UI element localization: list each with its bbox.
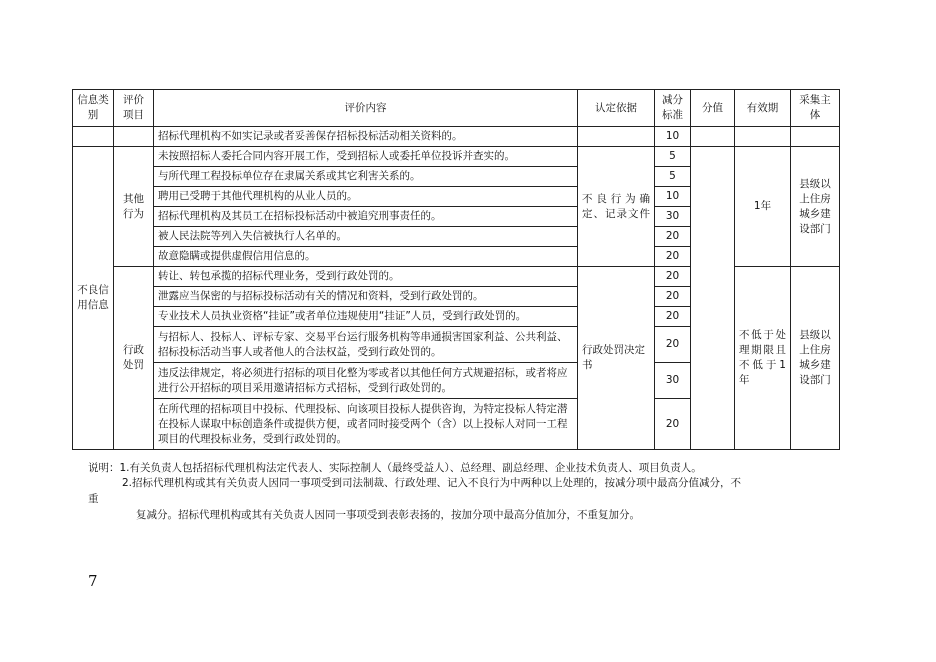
row-deduction: 20 <box>655 287 691 307</box>
row-deduction: 5 <box>655 167 691 187</box>
row-content: 聘用已受聘于其他代理机构的从业人员的。 <box>154 187 578 207</box>
row-content: 招标代理机构及其员工在招标投标活动中被追究刑事责任的。 <box>154 207 578 227</box>
group2-item: 行政处罚 <box>114 267 154 450</box>
group1-item: 其他行为 <box>114 147 154 267</box>
page-number: 7 <box>88 572 98 590</box>
header-row <box>73 90 840 127</box>
row-content: 被人民法院等列入失信被执行人名单的。 <box>154 227 578 247</box>
group1-basis: 不良行为确定、记录文件 <box>578 147 655 267</box>
row-content: 未按照招标人委托合同内容开展工作，受到招标人或委托单位投诉并查实的。 <box>154 147 578 167</box>
header-deduction: 减分标准 <box>655 90 691 127</box>
row-content: 招标代理机构不如实记录或者妥善保存招标投标活动相关资料的。 <box>154 127 578 147</box>
row-content: 与所代理工程投标单位存在隶属关系或其它利害关系的。 <box>154 167 578 187</box>
note-line-2: 2.招标代理机构或其有关负责人因同一事项受到司法制裁、行政处理、记入不良行为中两种以上处理的，按减分项中最高分值减分，不 <box>122 477 742 489</box>
row-deduction: 5 <box>655 147 691 167</box>
row-deduction: 30 <box>655 207 691 227</box>
row-deduction: 20 <box>655 399 691 450</box>
table-row <box>73 147 840 167</box>
row-deduction: 10 <box>655 187 691 207</box>
row-content: 专业技术人员执业资格“挂证”或者单位违规使用“挂证”人员，受到行政处罚的。 <box>154 307 578 327</box>
group2-collector: 县级以上住房城乡建设部门 <box>791 267 840 450</box>
row-deduction: 20 <box>655 227 691 247</box>
row-deduction: 20 <box>655 327 691 363</box>
row-deduction: 20 <box>655 247 691 267</box>
row-deduction: 20 <box>655 267 691 287</box>
header-score: 分值 <box>691 90 735 127</box>
header-info-type: 信息类别 <box>73 90 114 127</box>
header-collector: 采集主体 <box>791 90 840 127</box>
row-content: 在所代理的招标项目中投标、代理投标、向该项目投标人提供咨询，为特定投标人特定潜在投标人谋取中标创造条件或提供方便，或者同时接受两个（含）以上投标人对同一工程项目的代理投标业务，受到行政处罚的。 <box>154 399 578 450</box>
header-eval-content: 评价内容 <box>154 90 578 127</box>
row-deduction: 10 <box>655 127 691 147</box>
row-content: 违反法律规定，将必须进行招标的项目化整为零或者以其他任何方式规避招标，或者将应进行公开招标的项目采用邀请招标方式招标，受到行政处罚的。 <box>154 363 578 399</box>
credit-evaluation-table <box>72 89 840 450</box>
note-line-3: 复减分。招标代理机构或其有关负责人因同一事项受到表彰表扬的，按加分项中最高分值加分，不重复加分。 <box>136 509 640 521</box>
table-row <box>73 127 840 147</box>
header-eval-item: 评价项目 <box>114 90 154 127</box>
group1-validity: 1年 <box>735 147 791 267</box>
header-validity: 有效期 <box>735 90 791 127</box>
row-content: 转让、转包承揽的招标代理业务，受到行政处罚的。 <box>154 267 578 287</box>
row-content: 故意隐瞒或提供虚假信用信息的。 <box>154 247 578 267</box>
group2-validity: 不低于处理期限且不低于1年 <box>735 267 791 450</box>
score-cell <box>691 147 735 450</box>
row-content: 与招标人、投标人、评标专家、交易平台运行服务机构等串通损害国家利益、公共利益、招标投标活动当事人或者他人的合法权益，受到行政处罚的。 <box>154 327 578 363</box>
row-content: 泄露应当保密的与招标投标活动有关的情况和资料，受到行政处罚的。 <box>154 287 578 307</box>
note-line-1: 说明：1.有关负责人包括招标代理机构法定代表人、实际控制人（最终受益人）、总经理、副总经理、企业技术负责人、项目负责人。 <box>88 462 702 474</box>
info-type-cell: 不良信用信息 <box>73 147 114 450</box>
header-basis: 认定依据 <box>578 90 655 127</box>
note-line-2-wrap: 重 <box>88 493 99 505</box>
row-deduction: 30 <box>655 363 691 399</box>
group2-basis: 行政处罚决定书 <box>578 267 655 450</box>
row-deduction: 20 <box>655 307 691 327</box>
group1-collector: 县级以上住房城乡建设部门 <box>791 147 840 267</box>
